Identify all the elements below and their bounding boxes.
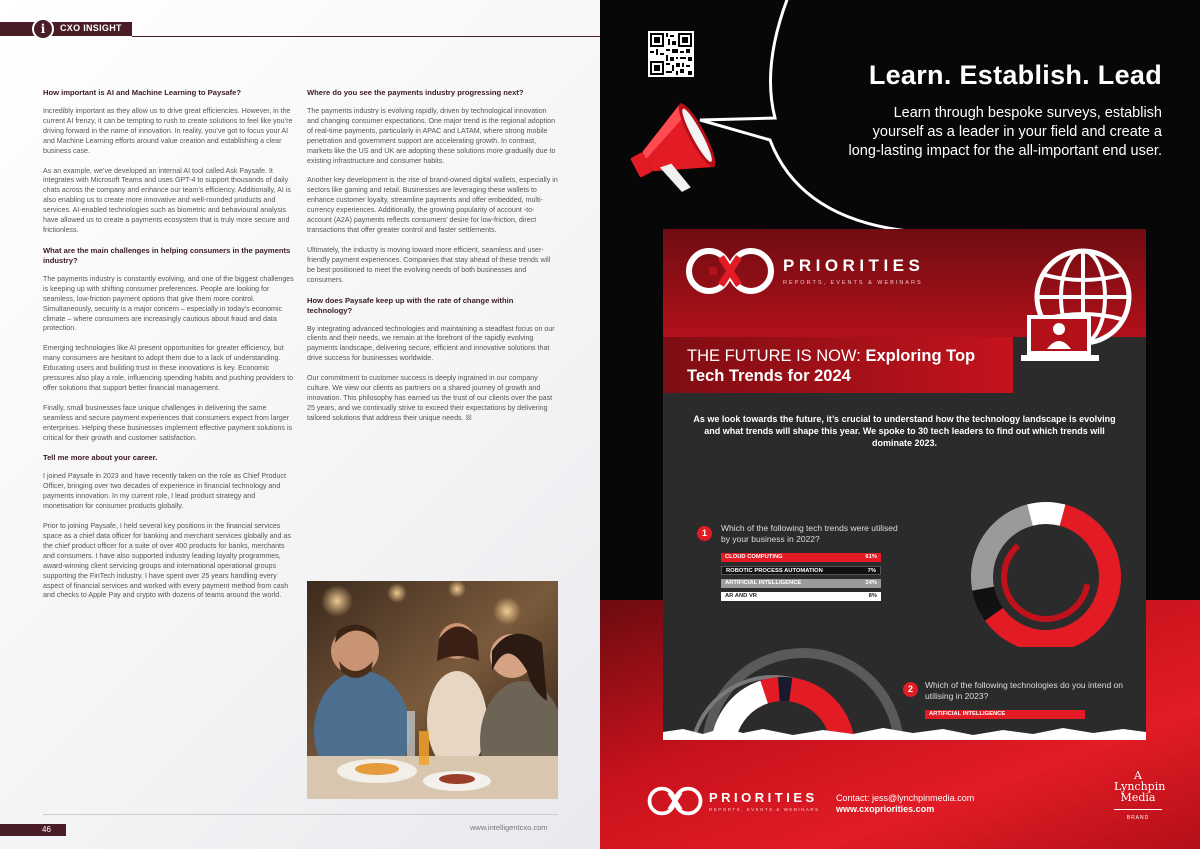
article-paragraph: I joined Paysafe in 2023 and have recently taken on the role as Chief Product Officer, bringing over two decades of experience in financial technology and payments innovation. In my current role, I lead product strategy and monetisation for consumer products globally. <box>43 472 286 511</box>
contact-block <box>836 793 974 815</box>
q1-bar-value: 7% <box>867 568 876 574</box>
question-2-badge: 2 <box>903 682 918 697</box>
q1-bar-cloud <box>721 553 881 562</box>
footer-priorities-logo <box>647 786 820 816</box>
article-question-heading: What are the main challenges in helping consumers in the payments industry? <box>43 245 291 265</box>
right-page-advert <box>600 0 1200 849</box>
article-question-heading: How does Paysafe keep up with the rate of change within technology? <box>307 295 514 315</box>
torn-paper-edge <box>663 726 1146 740</box>
article-question-heading: Where do you see the payments industry progressing next? <box>307 88 524 97</box>
article-paragraph: Emerging technologies like AI present opportunities for greater efficiency, but many consumers are hesitant to adopt them due to a lack of understanding. Educating users and building trust in these innovations is key. Economic pressures also play a role, influencing spending habits and pushing providers to offer solutions that support better financial management. <box>43 344 294 392</box>
question-2-text: Which of the following technologies do you intend on utilising in 2023? <box>925 680 1123 701</box>
cxo-logo-icon: i <box>32 18 54 40</box>
q2-bar-ai <box>925 710 1085 719</box>
article-column-right <box>307 88 559 434</box>
lynchpin-a: A <box>1134 769 1142 782</box>
footer-website[interactable]: www.intelligentcxo.com <box>470 823 548 832</box>
q1-bar-value: 8% <box>868 593 877 599</box>
donut-chart-q2 <box>663 639 903 740</box>
donut-chart-q1 <box>946 487 1141 647</box>
footer-brand-subtitle: REPORTS, EVENTS & WEBINARS <box>709 807 820 812</box>
question-1-text: Which of the following tech trends were utilised by your business in 2022? <box>721 523 898 544</box>
q1-bar-value: 61% <box>865 554 877 560</box>
section-label: CXO INSIGHT <box>60 23 122 33</box>
media-word: Media <box>1120 791 1156 804</box>
q1-bar-label: CLOUD COMPUTING <box>725 554 783 560</box>
q1-bar-rpa <box>721 566 881 575</box>
section-header <box>0 20 600 38</box>
qr-code[interactable] <box>648 31 694 77</box>
article-paragraph: Finally, small businesses face unique challenges in delivering the same seamless and secure payment experiences that consumers expect from larger enterprises. Helping these businesses implement effective payment solutions is critical for their growth and customer satisfaction. <box>43 403 293 442</box>
article-paragraph: Ultimately, the industry is moving toward more efficient, seamless and user-friendly payment experiences. Companies that stay ahead of these trends will be best positioned to meet the evolving needs of both businesses and consumers. <box>307 245 551 284</box>
brand-subtitle: REPORTS, EVENTS & WEBINARS <box>783 280 923 286</box>
page-number: 46 <box>0 824 66 836</box>
brand-title: PRIORITIES <box>783 256 925 275</box>
footer-brand-title: PRIORITIES <box>709 790 818 805</box>
article-paragraph: The payments industry is evolving rapidly, driven by technological innovation and changing consumer expectations. One major trend is the regional adoption of real-time payments, particularly in APAC and LATAM, where strong mobile penetration and government support are accelerating growth. In contrast, markets like the US and UK are adopting these solutions more gradually due to existing infrastructure and consumer habits. <box>307 107 556 165</box>
globe-laptop-icon <box>1021 245 1136 365</box>
ad-subline: Learn through bespoke surveys, establish yourself as a leader in your field and create a long-lasting impact for the all-important end user. <box>848 105 1162 159</box>
brand-word: BRAND <box>1114 809 1162 824</box>
article-paragraph: Incredibly important as they allow us to drive great efficiencies. However, in the current AI frenzy, it can be tempting to rush to create solutions to feel like you’re driving forward in the name of innovation. In reality, you’ve got to focus your AI and Machine Learning efforts around value creation and establishing a clear business case. <box>43 107 293 155</box>
footer-rule <box>43 814 558 815</box>
article-paragraph: Another key development is the rise of brand-owned digital wallets, especially in sectors like gaming and retail. Businesses are leveraging these wallets to enhance customer loyalty, streamline payments and offer embedded, multi-currency experiences. Additionally, the growing popularity of account -to-account (A2A) payments reflects consumers’ desire for low-friction, direct transactions that offer greater control and faster settlements. <box>307 176 558 234</box>
article-question-heading: Tell me more about your career. <box>43 453 158 463</box>
article-paragraph: The payments industry is constantly evolving, and one of the biggest challenges is keeping up with shifting consumer preferences. People are looking for seamless, low-friction payment options that give them more control. Simultaneously, security is a major concern – especially in today’s economic climate – where consumers are increasingly cautious about fraud and data protection. <box>43 274 294 333</box>
article-column-left <box>43 88 295 611</box>
cxo-logo-mark-icon <box>685 247 775 295</box>
q1-bar-arvr <box>721 592 881 601</box>
megaphone-icon <box>620 92 730 202</box>
article-paragraph: By integrating advanced technologies and maintaining a steadfast focus on our clients and their needs, we remain at the forefront of the rapidly evolving payments landscape, delivering secure, efficient and innovative solutions that drive success for businesses worldwide. <box>307 324 555 363</box>
cxo-priorities-logo <box>685 247 924 295</box>
report-cover-card[interactable] <box>663 229 1146 740</box>
q2-bar-label: ARTIFICIAL INTELLIGENCE <box>929 711 1006 717</box>
dining-friends-photo <box>307 581 558 799</box>
q1-bar-label: ARTIFICIAL INTELLIGENCE <box>725 580 802 586</box>
article-paragraph: As an example, we’ve developed an internal AI tool called Ask Paysafe. It integrates with Microsoft Teams and uses GPT-4 to support thousands of daily chats across the company and enhance our team’s efficiency. Additionally, AI is also enabling us to create more innovative and well-rounded products and services. AI-enabled technologies such as biometric and behavioural analysis have allowed us to create a payments ecosystem that is truly more secure and frictionless. <box>43 166 291 234</box>
report-title-bold: Exploring Top Tech Trends for 2024 <box>687 347 976 385</box>
q1-bar-label: AR AND VR <box>725 593 757 599</box>
cxo-logo-mark-icon <box>647 786 703 816</box>
ad-headline: Learn. Establish. Lead <box>868 60 1162 90</box>
lynchpin-media-logo <box>1114 769 1166 824</box>
q1-bar-label: ROBOTIC PROCESS AUTOMATION <box>726 568 823 574</box>
report-title <box>663 337 1013 393</box>
report-title-prefix: THE FUTURE IS NOW: <box>687 347 866 365</box>
contact-email[interactable]: Contact: jess@lynchpinmedia.com <box>836 793 975 803</box>
article-paragraph: Our commitment to customer success is deeply ingrained in our company culture. We view our clients as partners on a shared journey of growth and innovation. This philosophy has earned us the trust of our clients over the past 25 years, and we continually strive to exceed their expectations by delivering tailored solutions that address their unique needs. ☒ <box>307 374 553 422</box>
contact-website[interactable]: www.cxopriorities.com <box>836 804 935 814</box>
article-paragraph: Prior to joining Paysafe, I held several key positions in the financial services space as a chief data officer for banking and merchant services globally and as the chief product officer for a suite of over 400 products for banks, merchants and consumers. I have also supported industry leading loyalty programmes, award-winning client servicing groups and international operational groups supporting the FinTech industry. I have spent over 25 years handling every aspect of financial services and worked with every payment method from cash and checks to Apple Pay and crypto with dozens of teams around the world. <box>43 522 291 600</box>
q1-bar-ai <box>721 579 881 588</box>
question-1-badge: 1 <box>697 526 712 541</box>
article-question-heading: How important is AI and Machine Learning to Paysafe? <box>43 88 242 97</box>
lynchpin-word: Lynchpin <box>1114 780 1166 793</box>
header-rule <box>132 36 600 37</box>
q1-bar-value: 24% <box>865 580 877 586</box>
report-intro: As we look towards the future, it’s crucial to understand how the technology landscape is evolving and what trends will shape this year. We spoke to 30 tech leaders to find out which trends will dominate 2023. <box>693 414 1116 448</box>
